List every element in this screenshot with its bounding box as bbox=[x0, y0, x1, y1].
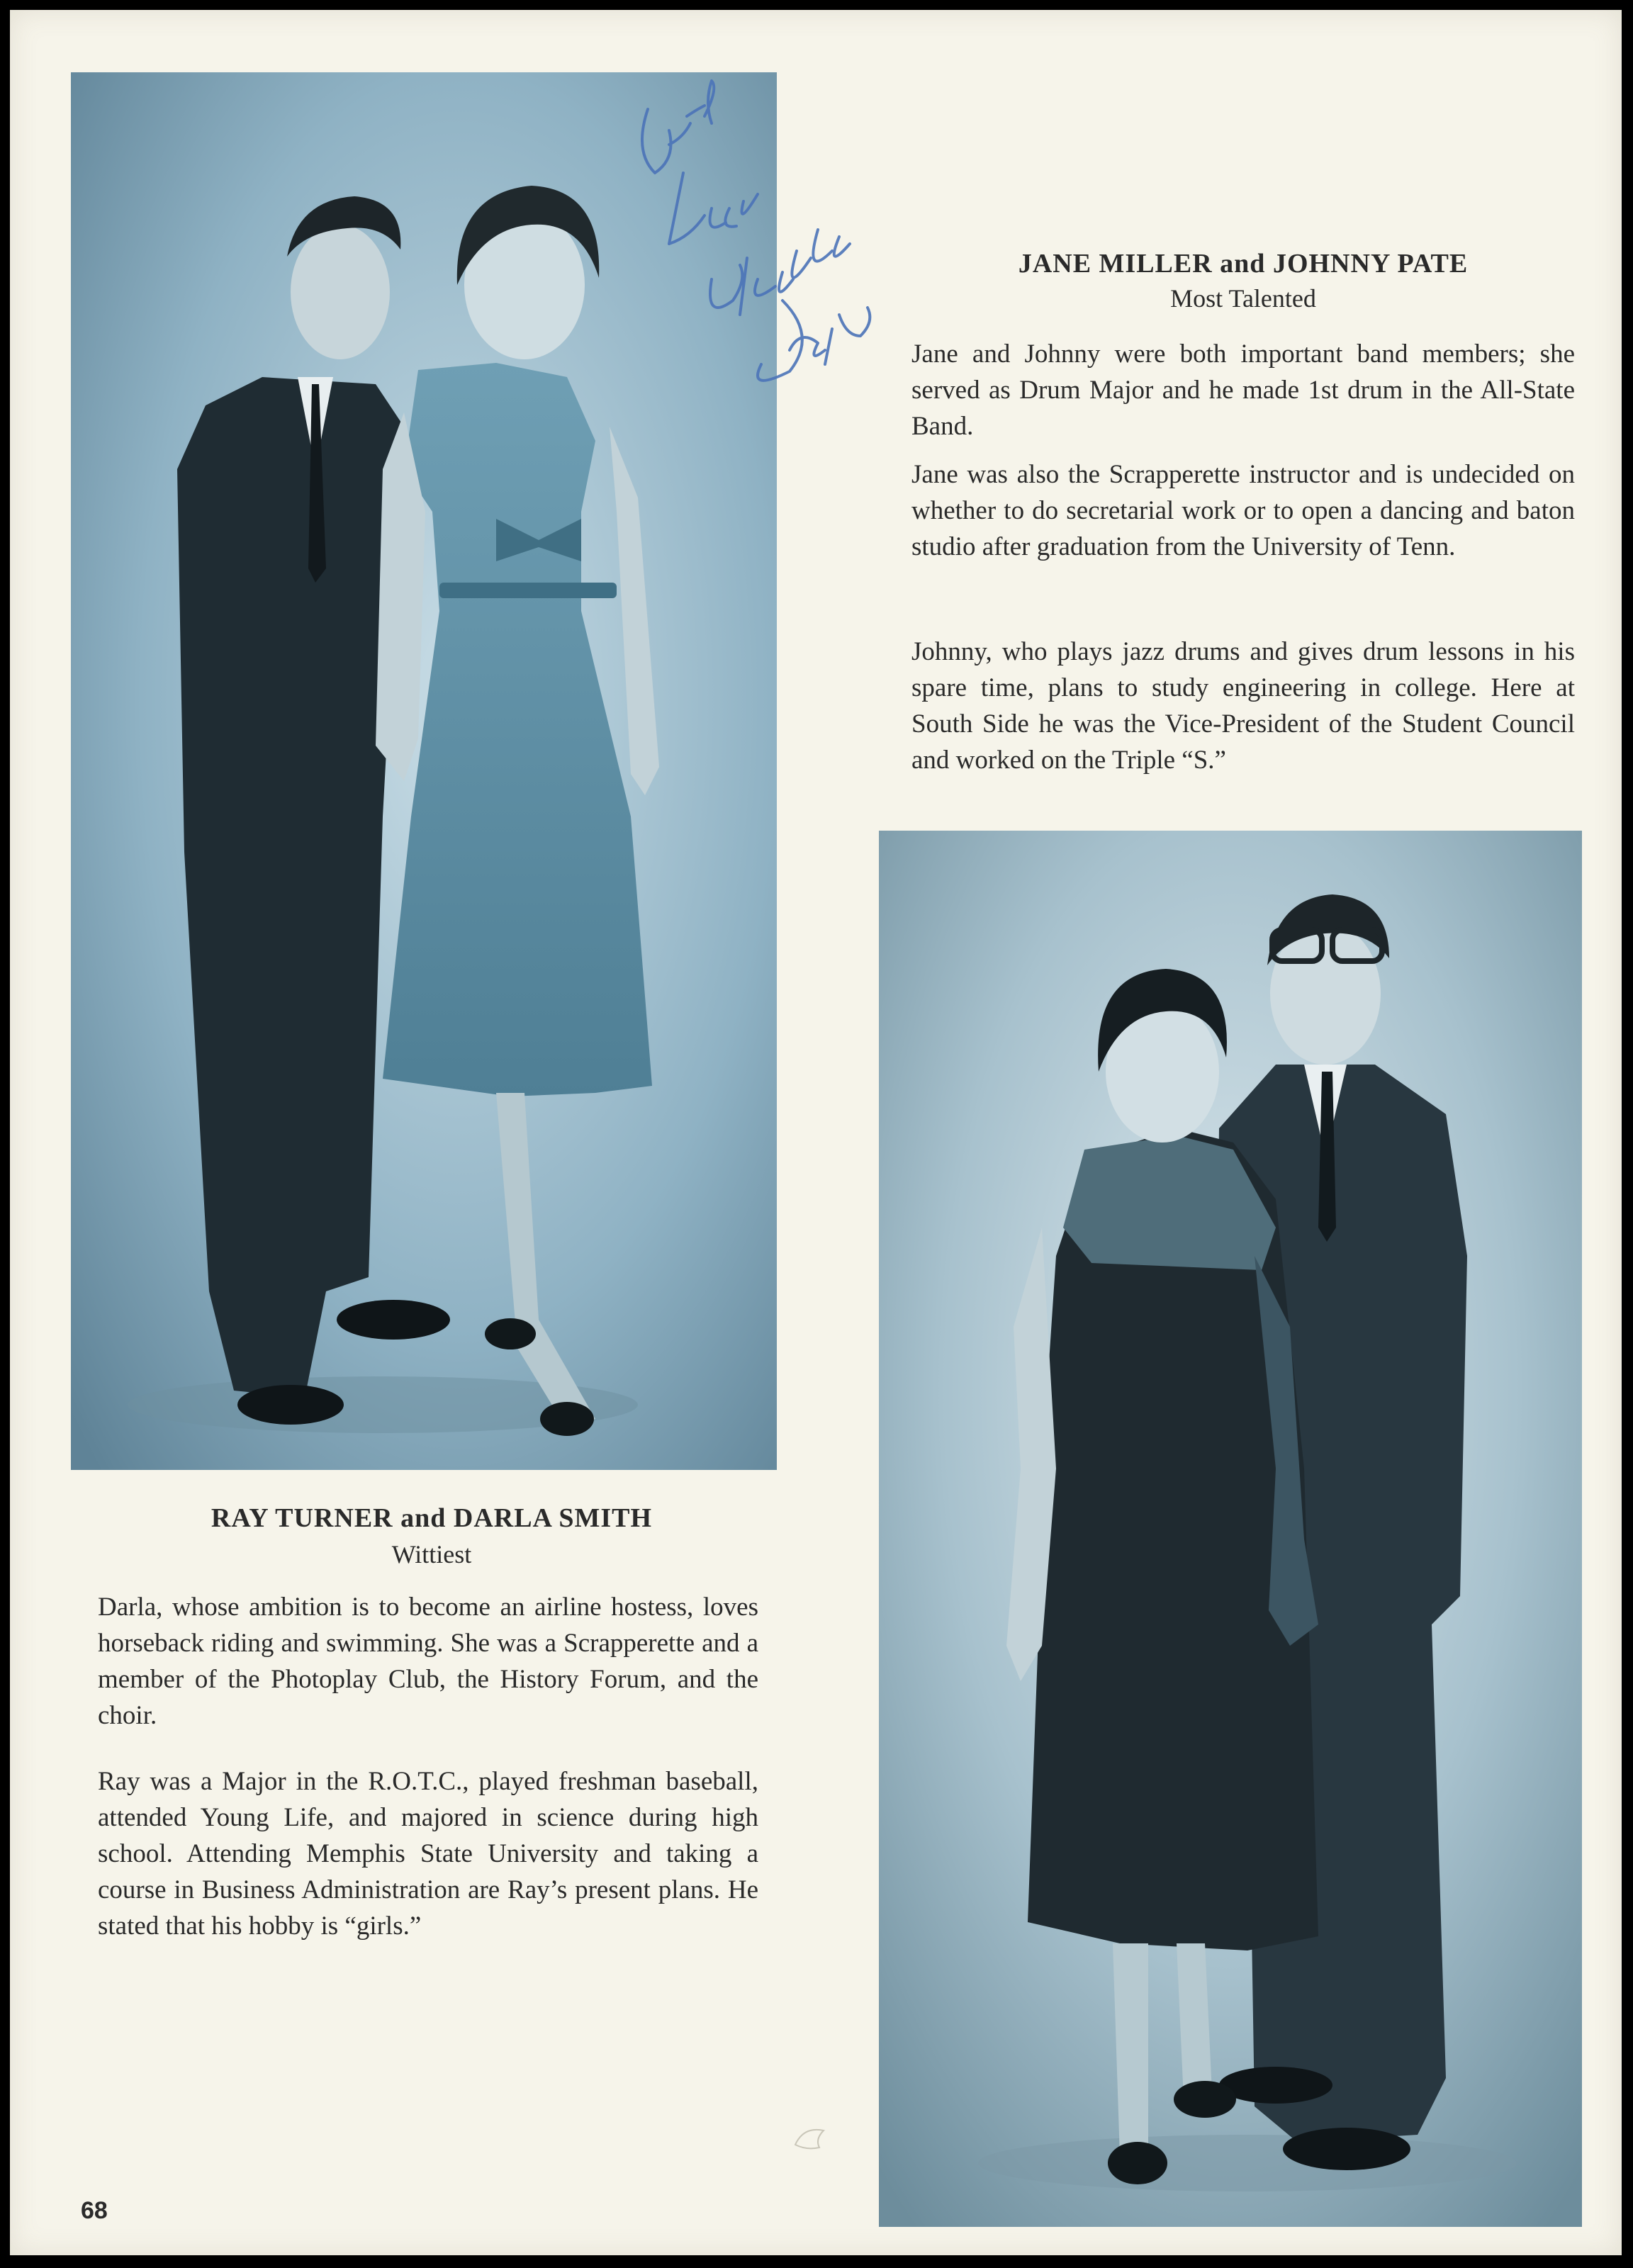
bio-paragraph: Jane was also the Scrapperette instructor and is undecided on whether to do secretarial work or to open a dancing and baton studio after graduation from the University of Tenn. bbox=[911, 460, 1575, 561]
handwritten-signature bbox=[605, 67, 945, 393]
paper-smudge bbox=[791, 2123, 828, 2152]
photo-jane-miller-johnny-pate bbox=[879, 831, 1582, 2227]
caption-award-wittiest: Wittiest bbox=[391, 1540, 472, 1568]
caption-award-most-talented: Most Talented bbox=[1170, 284, 1316, 313]
yearbook-page bbox=[10, 10, 1622, 2255]
page-number: 68 bbox=[81, 2197, 108, 2224]
bio-paragraph: Darla, whose ambition is to become an airline hostess, loves horseback riding and swimming. She was a Scrapperette and a member of the Photoplay Club, the History Forum, and the choir. bbox=[98, 1593, 758, 1730]
bio-paragraph: Ray was a Major in the R.O.T.C., played freshman baseball, attended Young Life, and majored in science during high school. Attending Memphis State University and taking a course in Business Administration are Ray’s present plans. He stated that his hobby is “girls.” bbox=[98, 1767, 758, 1941]
caption-title-ray-darla: RAY TURNER and DARLA SMITH bbox=[211, 1503, 653, 1533]
caption-title-jane-johnny: JANE MILLER and JOHNNY PATE bbox=[1018, 249, 1469, 279]
bio-paragraph: Jane and Johnny were both important band members; she served as Drum Major and he made 1st drum in the All-State Band. bbox=[911, 339, 1575, 441]
bio-paragraph: Johnny, who plays jazz drums and gives drum lessons in his spare time, plans to study engineering in college. Here at South Side he was the Vice-President of the Student Council and worked on the Triple “S.” bbox=[911, 637, 1575, 775]
